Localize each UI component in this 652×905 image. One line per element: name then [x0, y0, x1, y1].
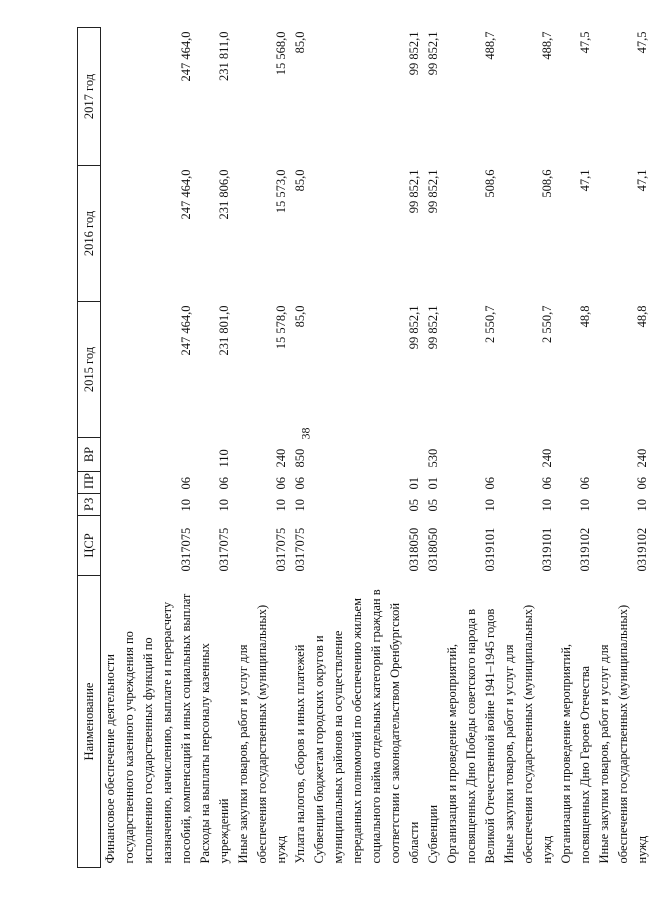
table-row [234, 28, 291, 868]
value-2017-cell: 247 464,0 [179, 31, 193, 82]
budget-table [77, 27, 652, 868]
table-row [500, 28, 557, 868]
value-2015-cell: 48,8 [578, 305, 592, 328]
value-2016-cell: 99 852,1 [426, 169, 440, 214]
name-line: Субвенции бюджетам городских округов и [312, 635, 326, 864]
vr-cell [443, 438, 500, 472]
table-row [101, 28, 197, 868]
csr-cell: 0317075 [293, 527, 307, 572]
value-2015-cell: 48,8 [635, 305, 649, 328]
name-line: назначению, начислению, выплате и перерасчету [160, 601, 174, 864]
vr-cell: 240 [540, 448, 554, 468]
value-2015-cell: 247 464,0 [179, 305, 193, 356]
csr-cell: 0319101 [540, 527, 554, 572]
header-2015: 2015 год [78, 302, 101, 438]
pr-cell: 06 [179, 477, 193, 490]
csr-cell: 0318050 [426, 527, 440, 572]
name-line: области [407, 821, 421, 864]
header-pr: ПР [78, 472, 101, 494]
table-row [557, 28, 595, 868]
name-cell [310, 576, 424, 868]
name-line: учреждений [217, 798, 231, 864]
pr-cell: 06 [635, 477, 649, 490]
name-line: нужд [540, 835, 554, 864]
value-2016-cell: 47,1 [578, 169, 592, 192]
name-cell [196, 576, 234, 868]
value-2016-cell: 99 852,1 [407, 169, 421, 214]
pr-cell: 06 [293, 477, 307, 490]
pr-cell: 01 [407, 477, 421, 490]
name-line: Расходы на выплаты персоналу казенных [198, 643, 212, 864]
table-body [101, 28, 652, 868]
value-2017-cell: 85,0 [293, 31, 307, 54]
name-line: Субвенции [426, 804, 440, 864]
name-line: муниципальных районов на осуществление [331, 630, 345, 864]
csr-cell: 0317075 [217, 527, 231, 572]
table-row [196, 28, 234, 868]
value-2015-cell: 15 578,0 [274, 305, 288, 350]
value-2016-cell: 85,0 [293, 169, 307, 192]
table-row [291, 28, 310, 868]
name-cell [557, 576, 595, 868]
name-line: переданных полномочий по обеспечению жильем [350, 597, 364, 864]
pr-cell: 06 [217, 477, 231, 490]
header-2016: 2016 год [78, 166, 101, 302]
header-csr: ЦСР [78, 516, 101, 576]
name-cell [500, 576, 557, 868]
name-line: Уплата налогов, сборов и иных платежей [293, 644, 307, 864]
table-row [595, 28, 652, 868]
rz-cell: 05 [407, 499, 421, 512]
name-cell [101, 576, 197, 868]
name-line: Финансовое обеспечение деятельности [103, 654, 117, 864]
csr-cell: 0317075 [274, 527, 288, 572]
value-2015-cell: 2 550,7 [540, 305, 554, 343]
value-2016-cell: 231 806,0 [217, 169, 231, 220]
name-line: обеспечения государственных (муниципальных) [521, 604, 535, 864]
value-2017-cell: 231 811,0 [217, 31, 231, 82]
value-2016-cell: 47,1 [635, 169, 649, 192]
vr-cell [101, 438, 197, 472]
name-line: обеспечения государственных (муниципальных) [616, 604, 630, 864]
value-2015-cell: 2 550,7 [483, 305, 497, 343]
csr-cell: 0318050 [407, 527, 421, 572]
name-line: нужд [274, 835, 288, 864]
name-line: Организация и проведение мероприятий, [445, 643, 459, 864]
rz-cell: 10 [274, 499, 288, 512]
header-vr: ВР [78, 438, 101, 472]
table-row [424, 28, 443, 868]
value-2016-cell: 508,6 [540, 169, 554, 198]
rz-cell: 10 [578, 499, 592, 512]
value-2017-cell: 47,5 [578, 31, 592, 54]
name-line: Иные закупки товаров, работ и услуг для [502, 644, 516, 864]
vr-cell [557, 438, 595, 472]
value-2015-cell: 85,0 [293, 305, 307, 328]
name-line: Иные закупки товаров, работ и услуг для [236, 644, 250, 864]
page-number: 38 [298, 427, 313, 440]
name-line: Великой Отечественной войне 1941–1945 годов [483, 608, 497, 864]
value-2016-cell: 247 464,0 [179, 169, 193, 220]
value-2017-cell: 488,7 [483, 31, 497, 60]
value-2017-cell: 99 852,1 [426, 31, 440, 76]
pr-cell: 01 [426, 477, 440, 490]
header-2017: 2017 год [78, 28, 101, 166]
name-cell [443, 576, 500, 868]
rz-cell: 05 [426, 499, 440, 512]
value-2015-cell: 99 852,1 [407, 305, 421, 350]
name-line: обеспечения государственных (муниципальных) [255, 604, 269, 864]
vr-cell: 850 [293, 448, 307, 468]
name-line: пособий, компенсаций и иных социальных выплат [179, 593, 193, 864]
header-rz: РЗ [78, 494, 101, 516]
value-2016-cell: 508,6 [483, 169, 497, 198]
table-header-row [78, 28, 101, 868]
value-2015-cell: 231 801,0 [217, 305, 231, 356]
table-row [443, 28, 500, 868]
value-2017-cell: 15 568,0 [274, 31, 288, 76]
pr-cell: 06 [274, 477, 288, 490]
pr-cell: 06 [540, 477, 554, 490]
name-line: нужд [635, 835, 649, 864]
name-line: Организация и проведение мероприятий, [559, 643, 573, 864]
csr-cell: 0319101 [483, 527, 497, 572]
value-2017-cell: 99 852,1 [407, 31, 421, 76]
vr-cell: 240 [274, 448, 288, 468]
pr-cell: 06 [578, 477, 592, 490]
rz-cell: 10 [483, 499, 497, 512]
name-cell [595, 576, 652, 868]
name-line: посвященных Дню Героев Отечества [578, 665, 592, 864]
vr-cell: 240 [635, 448, 649, 468]
name-line: социального найма отдельных категорий граждан в [369, 589, 383, 864]
name-line: соответствии с законодательством Оренбургской [388, 602, 402, 864]
rz-cell: 10 [179, 499, 193, 512]
table-row [310, 28, 424, 868]
name-line: государственного казенного учреждения по [122, 631, 136, 864]
vr-cell: 110 [217, 449, 231, 468]
value-2015-cell: 99 852,1 [426, 305, 440, 350]
name-cell [291, 576, 310, 868]
name-line: исполнению государственных функций по [141, 637, 155, 864]
name-line: посвященных Дню Победы советского народа в [464, 608, 478, 864]
rz-cell: 10 [635, 499, 649, 512]
csr-cell: 0319102 [578, 527, 592, 572]
csr-cell: 0317075 [179, 527, 193, 572]
value-2017-cell: 47,5 [635, 31, 649, 54]
name-cell [234, 576, 291, 868]
name-cell [424, 576, 443, 868]
budget-table-page [77, 28, 649, 868]
header-name: Наименование [78, 576, 101, 868]
value-2017-cell: 488,7 [540, 31, 554, 60]
value-2016-cell: 15 573,0 [274, 169, 288, 214]
csr-cell: 0319102 [635, 527, 649, 572]
pr-cell: 06 [483, 477, 497, 490]
vr-cell [310, 438, 424, 472]
rz-cell: 10 [540, 499, 554, 512]
vr-cell: 530 [426, 448, 440, 468]
rz-cell: 10 [293, 499, 307, 512]
name-line: Иные закупки товаров, работ и услуг для [597, 644, 611, 864]
rz-cell: 10 [217, 499, 231, 512]
